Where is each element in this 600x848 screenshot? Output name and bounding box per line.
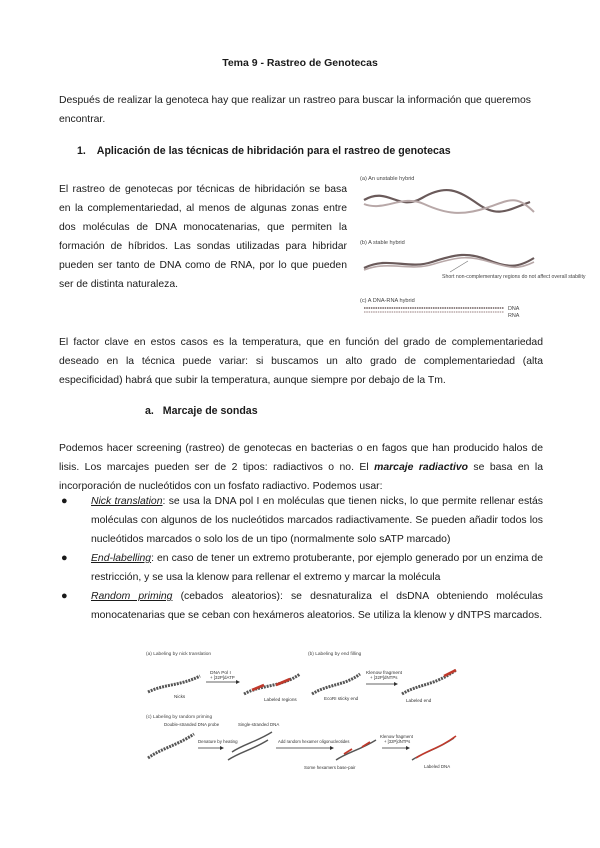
fig2b-dna-left (312, 674, 360, 694)
fig2c-ss-label: Single-stranded DNA (238, 722, 280, 727)
fig2c-labeled (416, 736, 456, 758)
fig2c-ds-probe-label: Double-stranded DNA probe (164, 722, 220, 727)
fig2a-dna-right (244, 674, 300, 694)
nick-translation-term: Nick translation (91, 496, 163, 507)
fig2b-labeled-end: Labeled end (406, 698, 432, 703)
fig1-label-c: (c) A DNA-RNA hybrid (360, 298, 415, 304)
subsection-title: Marcaje de sondas (162, 405, 258, 417)
section-title: Aplicación de las técnicas de hibridación para el rastreo de genotecas (96, 145, 451, 157)
random-priming-term: Random priming (91, 591, 173, 602)
radioactive-term: marcaje radiactivo (374, 462, 468, 473)
fig1-note: Short non-complementary regions do not affect overall stability (442, 274, 586, 280)
fig2b-klenow-sub: + [32P]dNTPs (370, 675, 398, 680)
fig2c-some-hexamers: Some hexamers base-pair (304, 765, 356, 770)
hybrid-figure (358, 172, 586, 322)
bullet-icon: ● (61, 590, 68, 602)
fig2c-klenow: Klenow fragment (380, 734, 413, 739)
screening-paragraph: Podemos hacer screening (rastreo) de genotecas en bacterias o en fagos que han producido halos de lisis. Los marcajes pueden ser de 2 tipos: radiactivos o no. El marcaje radiactivo se basa en la incorporación de nucleótidos con un fosfato radiactivo. Podemos usar: (59, 443, 543, 492)
fig2b-ecori: EcoRI sticky end (324, 696, 359, 701)
fig2a-labeled: Labeled regions (264, 697, 297, 702)
fig2c-arrow3-head (406, 746, 410, 750)
fig2b-arrow-head (394, 682, 398, 686)
end-labelling-term: End-labelling (91, 553, 152, 564)
fig2c-denature: Denature by heating (198, 739, 238, 744)
fig2b-klenow: Klenow fragment (366, 671, 402, 676)
fig1-rna-label: RNA (508, 313, 520, 319)
fig2a-pol: DNA Pol I (210, 671, 231, 676)
fig2a-arrow-head (236, 680, 240, 684)
temperature-paragraph: El factor clave en estos casos es la temperatura, que en función del grado de complementariedad deseado en la técnica puede variar: si buscamos un alto grado de complementariedad (alta especificidad) habrá que subir la temperatura, aunque siempre por debajo de la Tm. (59, 337, 543, 386)
fig2c-arrow2-head (330, 746, 334, 750)
fig2a-pol-sub: + [32P]dATP (210, 675, 235, 680)
bullet-icon: ● (61, 495, 68, 507)
fig2a-dna-left (148, 676, 200, 692)
labeling-methods-list (59, 492, 543, 625)
fig2c-ds-probe (148, 734, 194, 758)
fig2c-klenow-sub: + [32P]dNTPs (384, 739, 411, 744)
fig1-note-pointer (450, 261, 468, 272)
subsection-heading-a (145, 405, 258, 417)
section-heading-1 (77, 145, 537, 157)
fig1-label-a: (a) An unstable hybrid (360, 176, 415, 182)
fig2-label-c: (c) Labeling by random priming (146, 715, 213, 720)
section-number: 1. (77, 145, 86, 157)
fig1-dna-label: DNA (508, 306, 520, 312)
bullet-icon: ● (61, 552, 68, 564)
fig2c-arrow1-head (220, 746, 224, 750)
fig2a-nicks: Nicks (174, 694, 186, 699)
fig1-strand-a2 (364, 200, 534, 213)
list-item: ● Random priming (cebados aleatorios): se desnaturaliza el dsDNA obteniendo moléculas monocatenarias que se ceban con hexámeros aleatorios. Se utiliza la klenow y dNTPS marcados. (59, 587, 543, 625)
list-item: ● Nick translation: se usa la DNA pol I en moléculas que tienen nicks, lo que permite rellenar estás moléculas con algunos de los nucleótidos marcados radiactivamente. Se pueden añadir todos los nucleótidos marcados o solo los de un tipo (normalmente solo sATP marcado) (59, 492, 543, 549)
list-item: ● End-labelling: en caso de tener un extremo protuberante, por ejemplo generado por un enzima de restricción, y se usa la klenow para rellenar el extremo y marcar la molécula (59, 549, 543, 587)
fig2-label-a: (a) Labeling by nick translation (146, 652, 212, 657)
labeling-figure (144, 648, 460, 774)
fig2c-labeled-dna: Labeled DNA (424, 764, 451, 769)
fig1-label-b: (b) A stable hybrid (360, 240, 405, 246)
fig2-label-b: (b) Labeling by end filling (308, 652, 362, 657)
fig2c-add-random: Add random hexamer oligonucleotides (278, 739, 350, 744)
section1-paragraph: El rastreo de genotecas por técnicas de hibridación se basa en la complementariedad, al menos de algunas zonas entre dos moléculas de DNA monocatenarias, que permiten la formación de híbridos. Las sondas utilizadas para hibridar pueden ser tanto de DNA como de RNA, por lo que pueden ser de distinta naturaleza. (59, 184, 347, 290)
subsection-letter: a. (145, 405, 154, 417)
page-title: Tema 9 - Rastreo de Genotecas (222, 57, 378, 69)
intro-paragraph: Después de realizar la genoteca hay que realizar un rastreo para buscar la información que queremos encontrar. (59, 95, 531, 125)
